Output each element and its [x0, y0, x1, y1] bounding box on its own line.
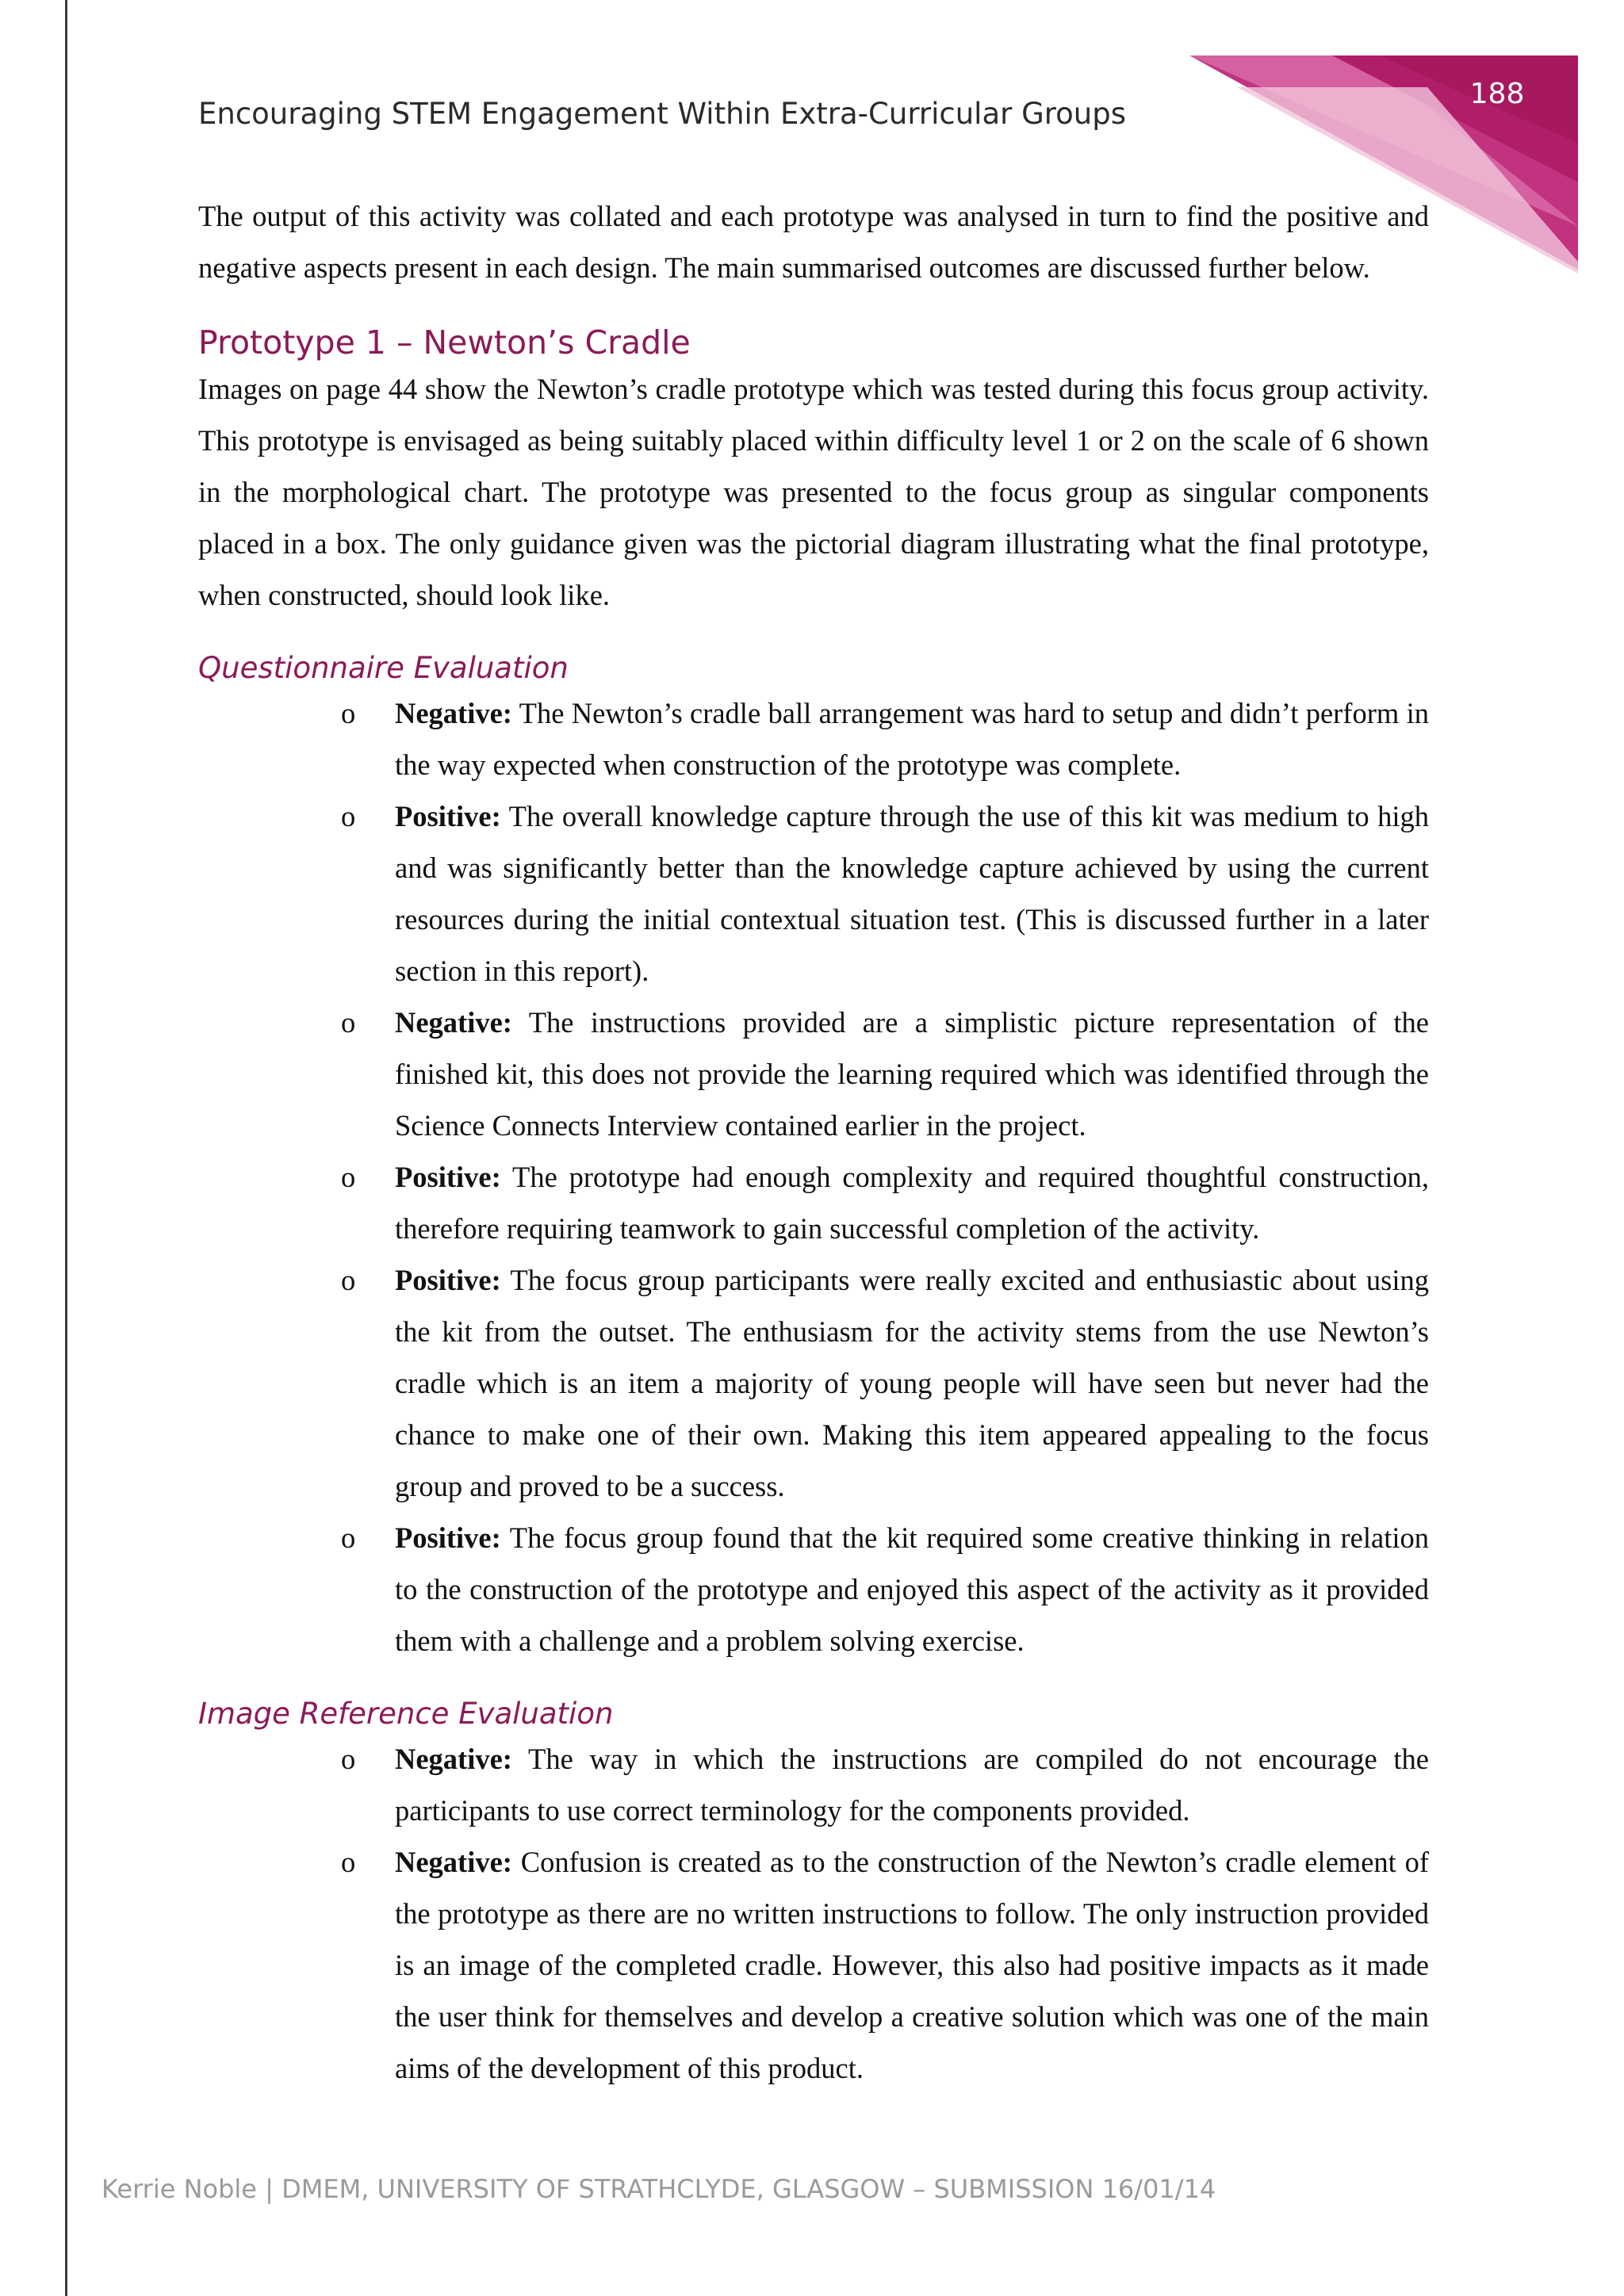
page-content	[198, 190, 1429, 2094]
running-header: Encouraging STEM Engagement Within Extra-Curricular Groups	[198, 97, 1127, 131]
item-label: Negative:	[395, 1006, 512, 1039]
bullet-marker: o	[341, 800, 356, 832]
item-text: The overall knowledge capture through the use of this kit was medium to high and was significantly better than the knowledge capture achieved by using the current resources during the initial contextual situation test. (This is discussed further in a later section in this report).	[395, 800, 1429, 987]
item-label: Positive:	[395, 800, 501, 832]
questionnaire-heading: Questionnaire Evaluation	[198, 651, 569, 685]
questionnaire-list	[198, 687, 1429, 1667]
list-item	[198, 687, 1429, 790]
item-text: The focus group found that the kit required some creative thinking in relation to the construction of the prototype and enjoyed this aspect of the activity as it provided them with a challenge and a problem solving exercise.	[395, 1521, 1429, 1657]
item-label: Positive:	[395, 1521, 501, 1554]
bullet-marker: o	[341, 1743, 356, 1775]
list-item	[198, 1512, 1429, 1667]
item-text: The focus group participants were really excited and enthusiastic about using the kit from the outset. The enthusiasm for the activity stems from the use Newton’s cradle which is an item a majority of young people will have seen but never had the chance to make one of their own. Making this item appeared appealing to the focus group and proved to be a success.	[395, 1264, 1429, 1502]
bullet-marker: o	[341, 1161, 356, 1193]
image-reference-list	[198, 1733, 1429, 2094]
intro-paragraph: The output of this activity was collated and each prototype was analysed in turn to find the positive and negative aspects present in each design. The main summarised outcomes are discussed further below.	[198, 200, 1429, 284]
list-item	[198, 1733, 1429, 1836]
item-text: The instructions provided are a simplistic picture representation of the finished kit, this does not provide the learning required which was identified through the Science Connects Interview contained earlier in the project.	[395, 1006, 1429, 1142]
item-text: The prototype had enough complexity and required thoughtful construction, therefore requiring teamwork to gain successful completion of the activity.	[395, 1161, 1429, 1245]
list-item	[198, 997, 1429, 1151]
item-text: The Newton’s cradle ball arrangement was hard to setup and didn’t perform in the way expected when construction of the prototype was complete.	[395, 697, 1429, 781]
left-margin-rule	[65, 0, 67, 2296]
section-paragraph: Images on page 44 show the Newton’s cradle prototype which was tested during this focus group activity. This prototype is envisaged as being suitably placed within difficulty level 1 or 2 on the scale of 6 shown in the morphological chart. The prototype was presented to the focus group as singular components placed in a box. The only guidance given was the pictorial diagram illustrating what the final prototype, when constructed, should look like.	[198, 373, 1429, 611]
item-text: The way in which the instructions are compiled do not encourage the participants to use correct terminology for the components provided.	[395, 1743, 1429, 1827]
list-item	[198, 1254, 1429, 1512]
bullet-marker: o	[341, 1264, 356, 1296]
bullet-marker: o	[341, 1006, 356, 1039]
bullet-marker: o	[341, 1846, 356, 1878]
bullet-marker: o	[341, 1521, 356, 1554]
item-label: Negative:	[395, 697, 512, 729]
item-text: Confusion is created as to the construction of the Newton’s cradle element of the prototype as there are no written instructions to follow. The only instruction provided is an image of the completed cradle. However, this also had positive impacts as it made the user think for themselves and develop a creative solution which was one of the main aims of the development of this product.	[395, 1846, 1429, 2084]
item-label: Positive:	[395, 1264, 501, 1296]
item-label: Positive:	[395, 1161, 501, 1193]
bullet-marker: o	[341, 697, 356, 729]
image-reference-heading: Image Reference Evaluation	[198, 1697, 614, 1731]
list-item	[198, 790, 1429, 997]
page-number: 188	[1469, 78, 1525, 110]
section-heading: Prototype 1 – Newton’s Cradle	[198, 323, 691, 362]
list-item	[198, 1836, 1429, 2094]
item-label: Negative:	[395, 1846, 512, 1878]
page-footer: Kerrie Noble | DMEM, UNIVERSITY OF STRATHCLYDE, GLASGOW – SUBMISSION 16/01/14	[102, 2174, 1216, 2204]
item-label: Negative:	[395, 1743, 512, 1775]
list-item	[198, 1151, 1429, 1254]
